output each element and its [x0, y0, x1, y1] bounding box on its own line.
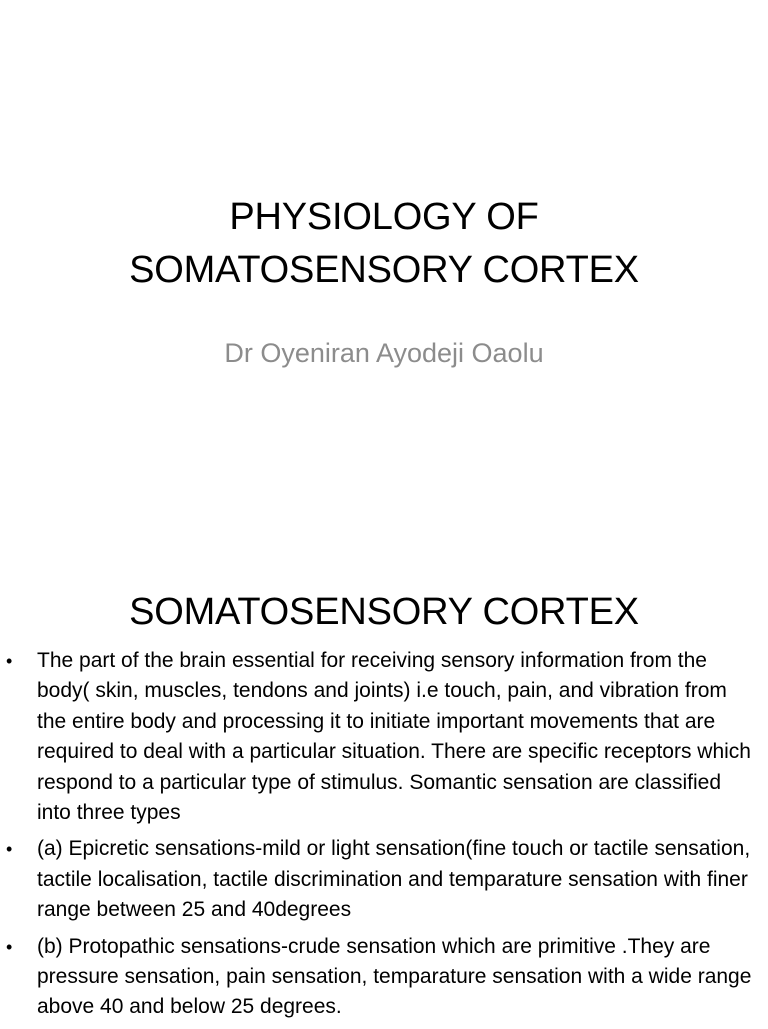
title-slide — [0, 0, 768, 512]
title-line-1: PHYSIOLOGY OF — [229, 196, 539, 238]
bullet-item — [0, 834, 768, 925]
presentation-title — [0, 191, 768, 297]
author-subtitle: Dr Oyeniran Ayodeji Oaolu — [224, 338, 544, 368]
bullet-dot-icon: • — [6, 651, 13, 671]
bullet-list — [0, 646, 768, 1029]
bullet-item — [0, 646, 768, 828]
title-line-2: SOMATOSENSORY CORTEX — [129, 249, 639, 291]
bullet-text: (a) Epicretic sensations-mild or light sensation(fine touch or tactile sensation, tactile localisation, tactile discrimination and temparature sensation with finer range between 25 and 40degrees — [37, 837, 751, 922]
bullet-dot-icon: • — [6, 936, 13, 957]
bullet-dot-icon: • — [6, 839, 13, 860]
bullet-item — [0, 932, 768, 1023]
content-slide — [0, 512, 768, 1024]
slide-title: SOMATOSENSORY CORTEX — [129, 591, 639, 633]
bullet-text: The part of the brain essential for receiving sensory information from the body( skin, muscles, tendons and joints) i.e touch, pain, and vibration from the entire body and processing it to initiate important movements that are required to deal with a particular situation. There are specific receptors which respond to a particular type of stimulus. Somantic sensation are classified into three types — [37, 649, 751, 825]
bullet-text: (b) Protopathic sensations-crude sensation which are primitive .They are pressure sensation, pain sensation, temparature sensation with a wide range above 40 and below 25 degrees. — [37, 934, 752, 1019]
